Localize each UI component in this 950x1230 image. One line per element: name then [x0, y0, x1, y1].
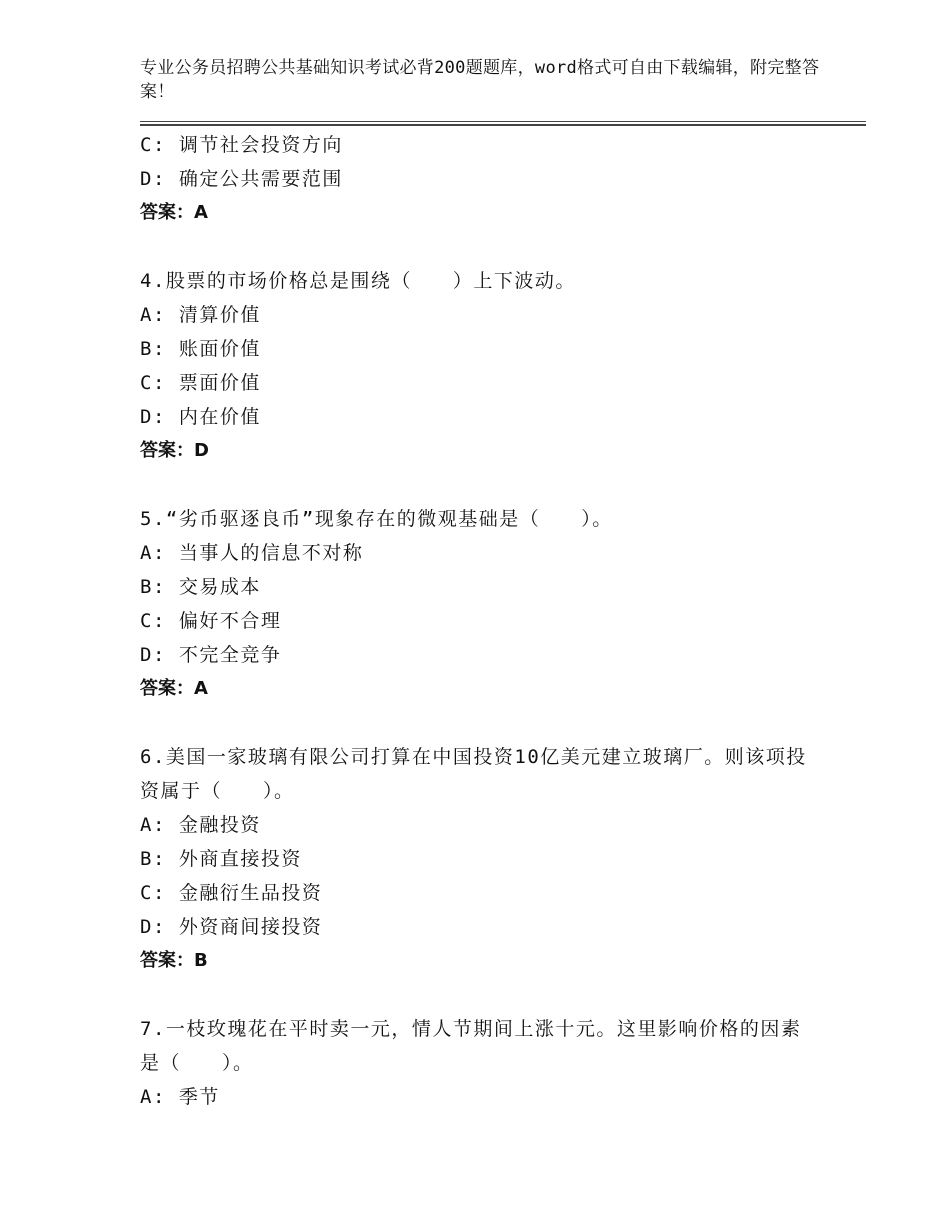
option-a: A: 金融投资: [140, 814, 261, 836]
answer-line: 答案：A: [140, 202, 208, 223]
option-d: D: 确定公共需要范围: [140, 168, 343, 190]
option-b: B: 交易成本: [140, 576, 261, 598]
option-c: C: 金融衍生品投资: [140, 882, 323, 904]
question-stem: 4.股票的市场价格总是围绕（ ）上下波动。: [140, 270, 576, 292]
answer-line: 答案：D: [140, 440, 209, 461]
header-rule-thin: [140, 121, 866, 122]
option-a: A: 清算价值: [140, 304, 261, 326]
question-stem: 7.一枝玫瑰花在平时卖一元，情人节期间上涨十元。这里影响价格的因素是（ ）。: [140, 1018, 802, 1074]
option-d: D: 不完全竞争: [140, 644, 282, 666]
question-7: [140, 1012, 820, 1114]
spacer: [140, 978, 820, 1012]
question-content: [140, 128, 820, 1114]
option-b: B: 账面价值: [140, 338, 261, 360]
question-stem: 6.美国一家玻璃有限公司打算在中国投资10亿美元建立玻璃厂。则该项投资属于（ ）。: [140, 746, 807, 802]
spacer: [140, 706, 820, 740]
question-3-continued: [140, 128, 820, 230]
option-c: C: 票面价值: [140, 372, 261, 394]
option-c: C: 调节社会投资方向: [140, 134, 343, 156]
option-d: D: 内在价值: [140, 406, 261, 428]
page-header: 专业公务员招聘公共基础知识考试必背200题题库，word格式可自由下载编辑，附完整答案！: [140, 58, 820, 102]
question-stem: 5.“劣币驱逐良币”现象存在的微观基础是（ ）。: [140, 508, 613, 530]
option-b: B: 外商直接投资: [140, 848, 302, 870]
spacer: [140, 468, 820, 502]
option-d: D: 外资商间接投资: [140, 916, 323, 938]
question-4: [140, 264, 820, 468]
option-a: A: 当事人的信息不对称: [140, 542, 364, 564]
header-rule-thick: [140, 124, 866, 126]
question-5: [140, 502, 820, 706]
answer-line: 答案：A: [140, 678, 208, 699]
answer-line: 答案：B: [140, 950, 208, 971]
option-a: A: 季节: [140, 1086, 220, 1108]
option-c: C: 偏好不合理: [140, 610, 282, 632]
spacer: [140, 230, 820, 264]
question-6: [140, 740, 820, 978]
